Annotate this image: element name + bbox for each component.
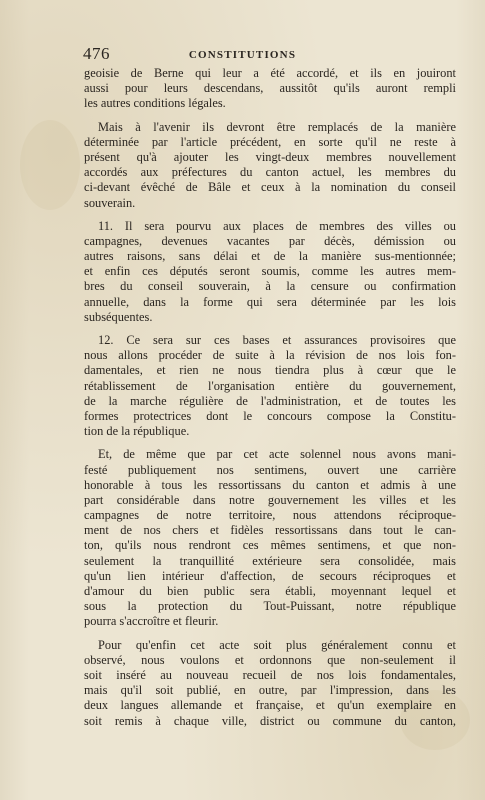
text-line: 12. Ce sera sur ces bases et assurances provisoires que (98, 333, 456, 347)
text-line: mais qu'il soit publié, en outre, par l'impression, dans les (84, 683, 456, 698)
text-line: autres raisons, sans délai et de la manière sus-mentionnée; (84, 249, 456, 264)
text-line: observé, nous voulons et ordonnons que non-seulement il (84, 652, 456, 667)
text-line: présent qu'à ajouter les vingt-deux membres nouvellement (84, 149, 456, 164)
paragraph (84, 638, 456, 729)
text-line: Pour qu'enfin cet acte soit plus généralement connu et (98, 637, 456, 652)
text-line: formes protectrices dont le concours compose la Constitu- (84, 408, 456, 423)
text-line: deux langues allemande et française, et qu'un exemplaire en (84, 698, 456, 713)
text-line: qu'un lien intérieur d'affection, de secours réciproques et (84, 568, 456, 583)
text-line: festé publiquement nos sentimens, ouvert une carrière (84, 462, 456, 477)
paragraph (84, 447, 456, 629)
text-line: campagnes de notre territoire, nous attendons réciproque- (84, 508, 456, 523)
text-line: geoisie de Berne qui leur a été accordé, et ils en jouiront (84, 66, 456, 80)
text-line: de la marche régulière de l'administration, et de toutes les (84, 393, 456, 408)
text-line: tion de la république. (84, 424, 190, 439)
text-line: déterminée par l'article précédent, en sorte qu'il ne reste à (84, 134, 456, 149)
article-11 (84, 219, 456, 325)
text-line: Et, de même que par cet acte solennel nous avons mani- (98, 447, 456, 462)
text-line: subséquentes. (84, 309, 153, 324)
text-line: honorable à tous les ressortissans du canton et admis à une (84, 477, 456, 492)
text-line: aussi pour leurs descendans, aussitôt qu'ils auront rempli (84, 81, 456, 96)
text-line: d'amour du bien public sera établi, moyennant lequel et (84, 584, 456, 598)
paragraph (84, 66, 456, 112)
text-line: nous allons procéder de suite à la révision de nos lois fon- (84, 348, 456, 363)
text-line: soit inséré au nouveau recueil de nos lois fondamentales, (84, 667, 456, 682)
paper-stain (20, 120, 80, 210)
text-line: ton, qu'ils nous rendront ces mêmes sentimens, et que non- (84, 538, 456, 553)
text-line: annuelle, dans la forme qui sera déterminée par les lois (84, 294, 456, 309)
text-line: ci-devant évêché de Bâle et ceux à la nomination du conseil (84, 180, 456, 195)
article-12 (84, 333, 456, 439)
page-number: 476 (83, 44, 110, 63)
page-body (84, 66, 456, 729)
text-line: soit remis à chaque ville, district ou commune du canton, (84, 713, 456, 728)
paragraph (84, 120, 456, 211)
text-line: rétablissement de l'organisation entière du gouvernement, (84, 378, 456, 393)
text-line: accordés aux préfectures du canton actuel, les membres du (84, 165, 456, 180)
text-line: bres du conseil souverain, à la censure ou confirmation (84, 279, 456, 294)
text-line: campagnes, devenues vacantes par décès, démission ou (84, 233, 456, 248)
text-line: seulement la tranquillité extérieure sera consolidée, mais (84, 553, 456, 568)
text-line: ment de nos chers et fidèles ressortissans dans tout le can- (84, 523, 456, 538)
text-line: pourra s'accroître et fleurir. (84, 614, 219, 629)
text-line: part considérable dans notre gouvernement les villes et les (84, 492, 456, 507)
text-line: les autres conditions légales. (84, 96, 226, 111)
running-title: CONSTITUTIONS (188, 49, 297, 61)
text-line: souverain. (84, 195, 136, 210)
text-line: sous la protection du Tout-Puissant, notre république (84, 599, 456, 614)
text-line: damentales, et rien ne nous tiendra plus à cœur que le (84, 363, 456, 378)
text-line: Mais à l'avenir ils devront être remplacés de la manière (98, 119, 456, 134)
text-line: et enfin ces députés seront soumis, comme les autres mem- (84, 264, 456, 279)
text-line: 11. Il sera pourvu aux places de membres des villes ou (98, 218, 456, 233)
